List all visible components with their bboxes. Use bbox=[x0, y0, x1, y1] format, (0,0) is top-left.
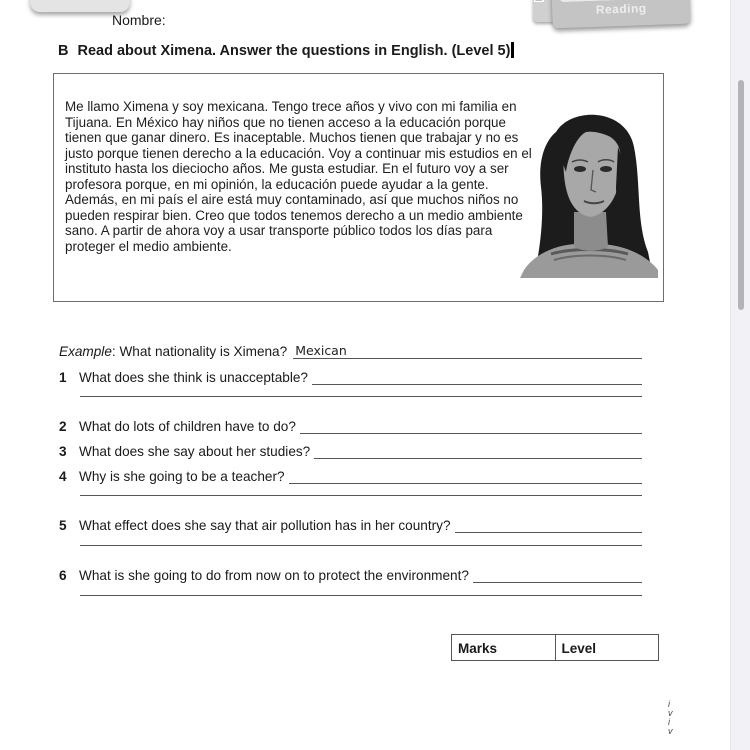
example-answer-field[interactable] bbox=[293, 344, 642, 359]
answer-field-4-continued[interactable] bbox=[80, 495, 642, 496]
section-heading bbox=[58, 42, 514, 59]
example-label: Example bbox=[59, 344, 112, 359]
question-6 bbox=[59, 568, 642, 583]
answer-field-1[interactable] bbox=[312, 370, 642, 385]
question-text: Why is she going to be a teacher? bbox=[79, 469, 285, 484]
answer-field-3[interactable] bbox=[314, 444, 642, 459]
example-question-text: : What nationality is Ximena? bbox=[111, 344, 288, 359]
marks-cell[interactable]: Marks bbox=[458, 641, 498, 656]
reading-passage-box bbox=[53, 73, 664, 302]
name-label: Nombre: bbox=[112, 12, 166, 28]
question-text: What does she say about her studies? bbox=[79, 444, 311, 459]
margin-mark: v bbox=[668, 726, 673, 736]
right-eye bbox=[600, 166, 612, 172]
question-3 bbox=[59, 444, 642, 459]
question-2 bbox=[59, 419, 642, 434]
portrait-image bbox=[516, 102, 662, 278]
scrollbar-thumb[interactable] bbox=[738, 80, 744, 310]
section-instruction: Read about Ximena. Answer the questions in English. (Level 5) bbox=[77, 43, 511, 59]
question-text: What do lots of children have to do? bbox=[79, 419, 296, 434]
answer-field-5-continued[interactable] bbox=[80, 545, 642, 546]
reading-badge bbox=[551, 0, 691, 28]
margin-mark: i bbox=[668, 699, 670, 709]
answer-field-4[interactable] bbox=[289, 469, 642, 484]
example-question bbox=[59, 344, 642, 359]
section-letter: B bbox=[58, 43, 69, 59]
margin-scribbles bbox=[668, 700, 673, 736]
badge-label: Reading bbox=[595, 1, 647, 17]
question-text: What is she going to do from now on to protect the environment? bbox=[79, 568, 469, 583]
margin-mark: v bbox=[668, 708, 673, 718]
question-5 bbox=[59, 518, 642, 533]
question-number: 5 bbox=[59, 518, 67, 533]
answer-field-5[interactable] bbox=[455, 518, 642, 533]
neck bbox=[574, 212, 608, 251]
question-number: 1 bbox=[59, 370, 67, 385]
level-cell[interactable]: Level bbox=[555, 635, 659, 660]
left-eye bbox=[574, 166, 586, 172]
answer-field-1-continued[interactable] bbox=[80, 396, 642, 397]
question-1 bbox=[59, 370, 642, 385]
question-4 bbox=[59, 469, 642, 484]
question-number: 2 bbox=[59, 419, 67, 434]
margin-mark: i bbox=[668, 717, 670, 727]
reading-passage-text: Me llamo Ximena y soy mexicana. Tengo trece años y vivo con mi familia en Tijuana. En México hay niños que no tienen acceso a la educación porque tienen que ganar dinero. Es inaceptable. Muchos tienen que trabajar y no es justo porque tienen derecho a la educación. Voy a continuar mis estudios en el instituto hasta los dieciocho años. Me gusta estudiar. En el futuro voy a ser profesora porque, en mi opinión, la educación puede ayudar a la gente. Además, en mi país el aire está muy contaminado, así que muchos niños no pueden respirar bien. Creo que todos tenemos derecho a un medio ambiente sano. A partir de ahora voy a usar transporte público todos los días para proteger el medio ambiente. bbox=[65, 99, 532, 254]
question-text: What effect does she say that air pollution has in her country? bbox=[79, 518, 451, 533]
score-table bbox=[451, 634, 659, 661]
text-cursor bbox=[511, 42, 514, 58]
example-answer: Mexican bbox=[295, 343, 347, 358]
binder-tab-decoration bbox=[30, 0, 130, 12]
question-text: What does she think is unacceptable? bbox=[79, 370, 308, 385]
badge-side-text bbox=[534, 0, 544, 2]
question-number: 3 bbox=[59, 444, 67, 459]
question-number: 6 bbox=[59, 568, 67, 583]
answer-field-6-continued[interactable] bbox=[80, 595, 642, 596]
answer-field-2[interactable] bbox=[300, 419, 642, 434]
answer-field-6[interactable] bbox=[473, 568, 642, 583]
question-number: 4 bbox=[59, 469, 67, 484]
